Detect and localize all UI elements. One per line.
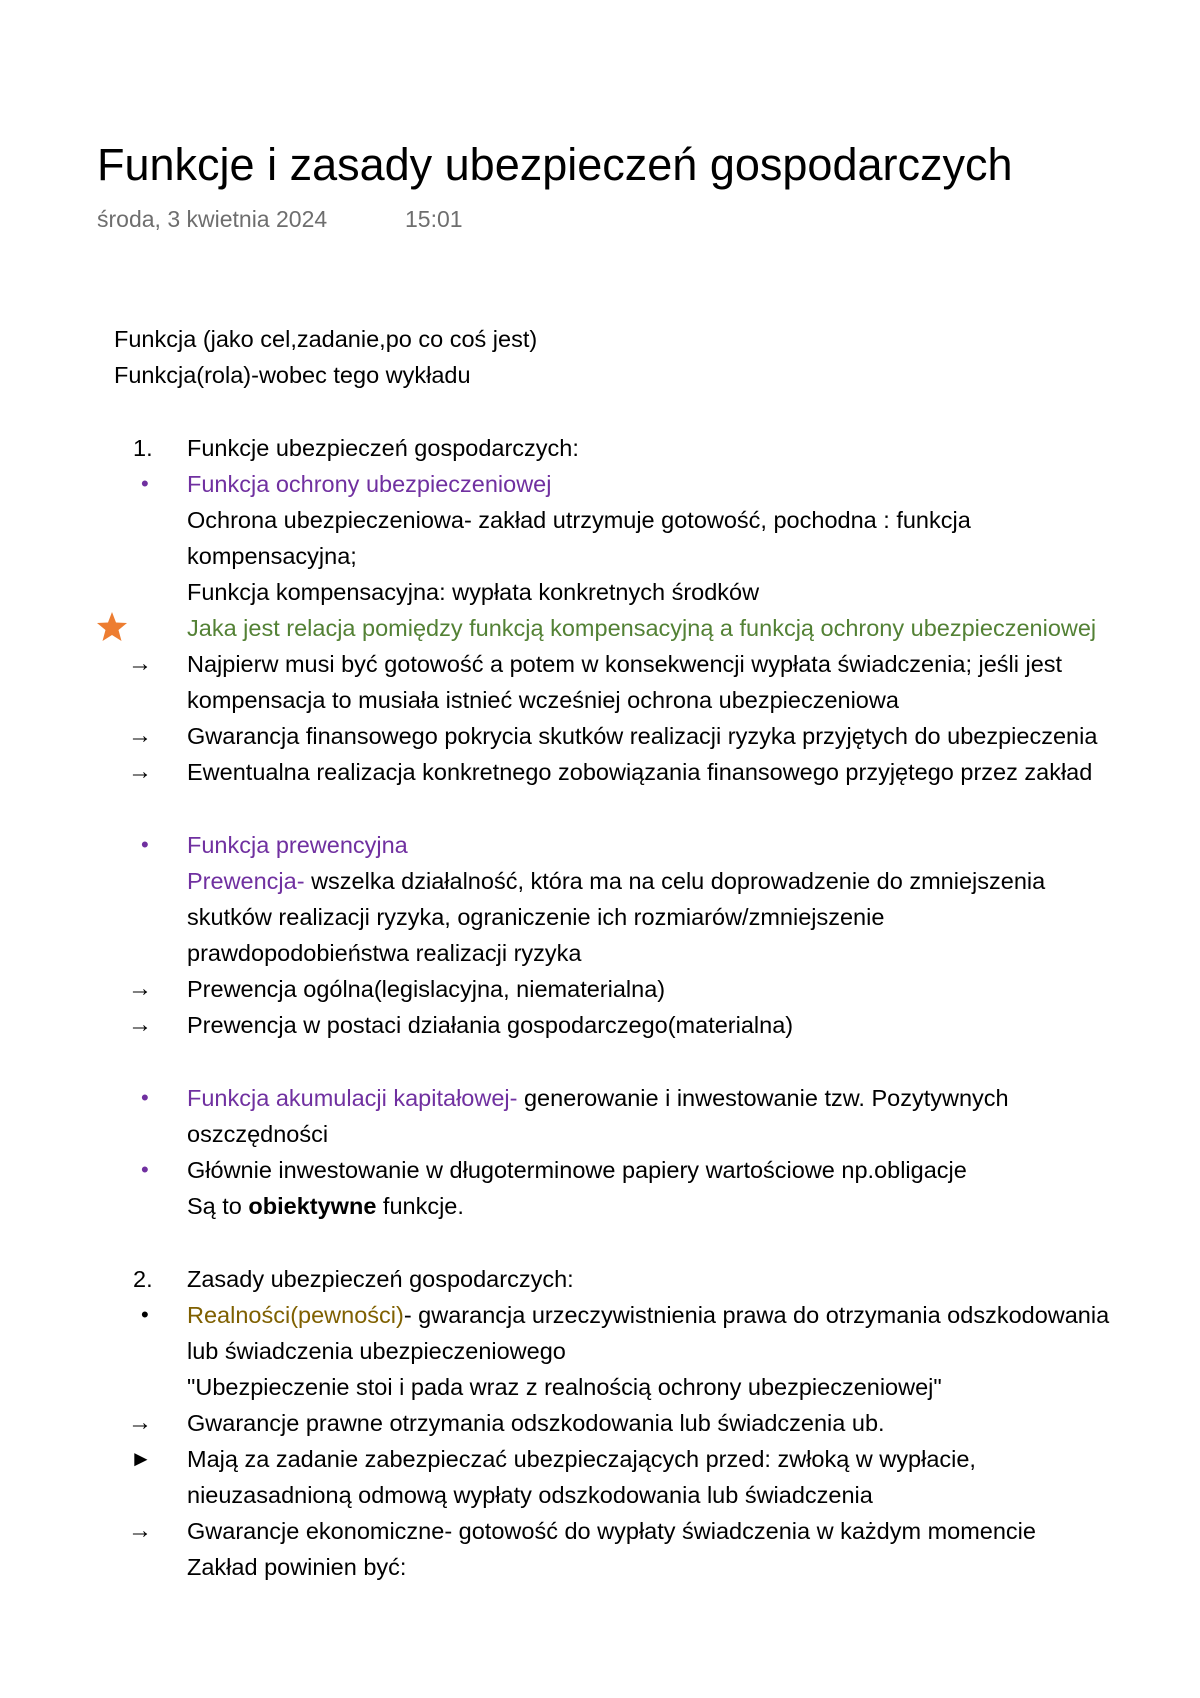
realnosc-label: Realności(pewności) [187, 1302, 404, 1328]
ochrona-text-3: Funkcja kompensacyjna: wypłata konkretnych środków [187, 579, 760, 605]
triangle-icon: ► [130, 1446, 152, 1471]
prewencja-definition: wszelka działalność, która ma na celu doprowadzenie do zmniejszenia [304, 868, 1046, 894]
ochrona-point-2: Gwarancja finansowego pokrycia skutków realizacji ryzyka przyjętych do ubezpieczenia [187, 723, 1098, 749]
prewencja-point-2: Prewencja w postaci działania gospodarczego(materialna) [187, 1012, 794, 1038]
realnosc-point-3: Gwarancje ekonomiczne- gotowość do wypłaty świadczenia w każdym momencie [187, 1518, 1036, 1544]
realnosc-point-4: Zakład powinien być: [187, 1554, 407, 1580]
prewencja-point-1: Prewencja ogólna(legislacyjna, niematerialna) [187, 976, 666, 1002]
intro-line-2: Funkcja(rola)-wobec tego wykładu [114, 362, 471, 388]
arrow-icon: → [128, 722, 152, 749]
prewencja-label: Prewencja- [187, 868, 305, 894]
prewencja-text-3: prawdopodobieństwa realizacji ryzyka [187, 940, 582, 966]
arrow-icon: → [128, 1011, 152, 1038]
realnosc-point-2b: nieuzasadnioną odmową wypłaty odszkodowania lub świadczenia [187, 1482, 873, 1508]
function-prewencja-title: Funkcja prewencyjna [187, 832, 408, 858]
realnosc-text-1 [187, 1297, 1109, 1333]
prewencja-text-2: skutków realizacji ryzyka, ograniczenie ich rozmiarów/zmniejszenie [187, 904, 885, 930]
intro-line-1: Funkcja (jako cel,zadanie,po co coś jest) [114, 326, 538, 352]
star-icon [95, 610, 129, 644]
akumulacja-text-1 [187, 1080, 1009, 1116]
realnosc-definition: - gwarancja urzeczywistnienia prawa do otrzymania odszkodowania [403, 1302, 1110, 1328]
function-ochrona-title: Funkcja ochrony ubezpieczeniowej [187, 471, 552, 497]
ochrona-question: Jaka jest relacja pomiędzy funkcją kompensacyjną a funkcją ochrony ubezpieczeniowej [187, 615, 1097, 641]
arrow-icon: → [128, 758, 152, 785]
bullet-icon: • [141, 832, 149, 857]
bullet-icon: • [141, 1302, 149, 1327]
bullet-icon: • [141, 1085, 149, 1110]
page-date: środa, 3 kwietnia 2024 [97, 206, 328, 232]
section-2-heading: Zasady ubezpieczeń gospodarczych: [187, 1266, 574, 1292]
realnosc-quote: "Ubezpieczenie stoi i pada wraz z realnością ochrony ubezpieczeniowej" [187, 1374, 942, 1400]
akumulacja-closing [187, 1188, 464, 1224]
akumulacja-point: Głównie inwestowanie w długoterminowe papiery wartościowe np.obligacje [187, 1157, 967, 1183]
closing-bold: obiektywne [248, 1193, 377, 1219]
akumulacja-label: Funkcja akumulacji kapitałowej- [187, 1085, 518, 1111]
closing-post: funkcje. [376, 1193, 464, 1219]
ochrona-answer-2: kompensacja to musiała istnieć wcześniej ochrona ubezpieczeniowa [187, 687, 899, 713]
arrow-icon: → [128, 1517, 152, 1544]
page-title: Funkcje i zasady ubezpieczeń gospodarczych [97, 139, 1013, 190]
realnosc-point-2a: Mają za zadanie zabezpieczać ubezpieczających przed: zwłoką w wypłacie, [187, 1446, 976, 1472]
closing-pre: Są to [187, 1193, 249, 1219]
arrow-icon: → [128, 650, 152, 677]
page-time: 15:01 [405, 206, 463, 232]
prewencja-text-1 [187, 863, 1045, 899]
ochrona-answer-1: Najpierw musi być gotowość a potem w konsekwencji wypłata świadczenia; jeśli jest [187, 651, 1063, 677]
list-number-2: 2. [133, 1266, 153, 1292]
ochrona-text-2: kompensacyjna; [187, 543, 357, 569]
arrow-icon: → [128, 975, 152, 1002]
ochrona-text-1: Ochrona ubezpieczeniowa- zakład utrzymuje gotowość, pochodna : funkcja [187, 507, 971, 533]
section-1-heading: Funkcje ubezpieczeń gospodarczych: [187, 435, 579, 461]
realnosc-text-2: lub świadczenia ubezpieczeniowego [187, 1338, 566, 1364]
bullet-icon: • [141, 1157, 149, 1182]
realnosc-point-1: Gwarancje prawne otrzymania odszkodowania lub świadczenia ub. [187, 1410, 885, 1436]
bullet-icon: • [141, 471, 149, 496]
ochrona-point-3: Ewentualna realizacja konkretnego zobowiązania finansowego przyjętego przez zakład [187, 759, 1093, 785]
list-number-1: 1. [133, 435, 153, 461]
akumulacja-text-2: oszczędności [187, 1121, 329, 1147]
arrow-icon: → [128, 1409, 152, 1436]
akumulacja-definition: generowanie i inwestowanie tzw. Pozytywnych [517, 1085, 1009, 1111]
